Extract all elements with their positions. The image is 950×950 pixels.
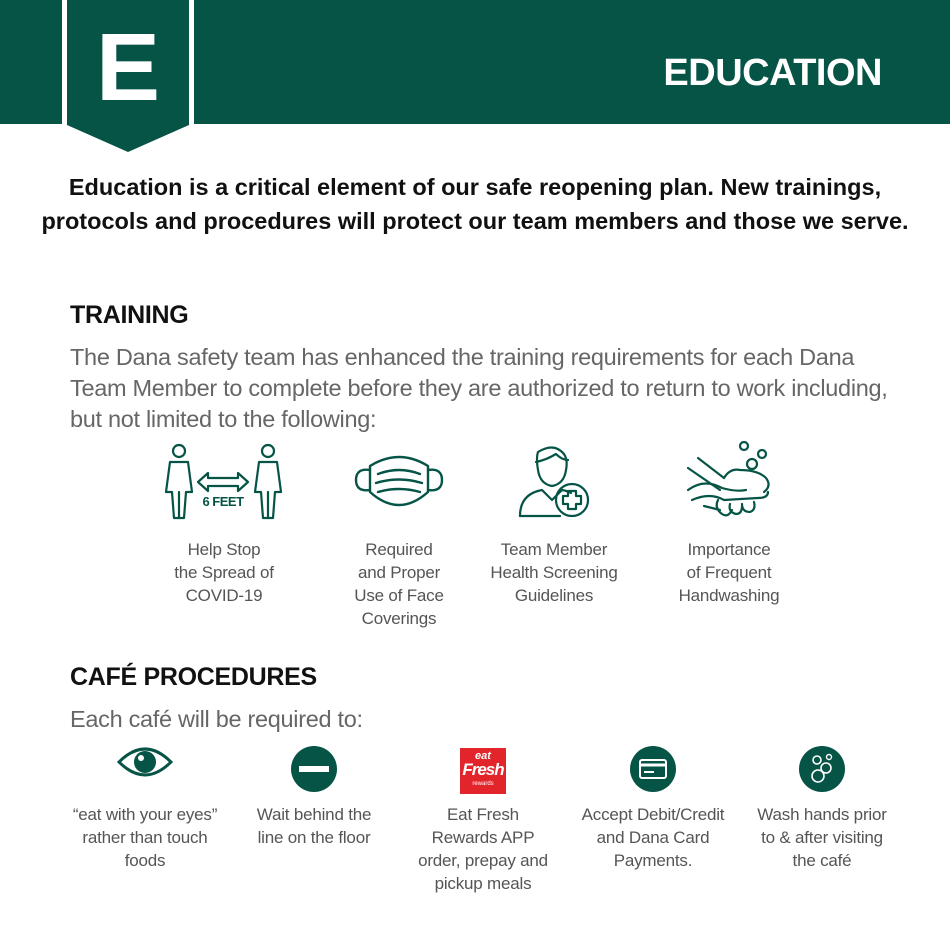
page-title: EDUCATION [663, 52, 882, 94]
cafe-heading: CAFÉ PROCEDURES [70, 663, 317, 691]
cafe-caption-eyes: “eat with your eyes” rather than touch foods [72, 805, 218, 870]
badge-letter: E [95, 14, 161, 121]
card-payment-icon [630, 746, 676, 792]
training-caption-social-distance: Help Stop the Spread of COVID-19 [174, 540, 274, 605]
training-caption-face-coverings: Required and Proper Use of Face Coverings [354, 540, 444, 628]
cafe-caption-eat-fresh: Eat Fresh Rewards APP order, prepay and pickup meals [418, 805, 548, 893]
training-caption-handwashing: Importance of Frequent Handwashing [678, 540, 780, 605]
eye-icon [116, 744, 174, 780]
training-caption-health-screening: Team Member Health Screening Guidelines [490, 540, 618, 605]
wait-line-icon [291, 746, 337, 792]
cafe-intro: Each café will be required to: [70, 706, 363, 732]
health-screening-icon [516, 444, 592, 520]
cafe-caption-wait-line: Wait behind the line on the floor [256, 805, 372, 847]
cafe-caption-payments: Accept Debit/Credit and Dana Card Payments. [581, 805, 725, 870]
eat-fresh-logo: eat Fresh rewards [460, 748, 506, 794]
section-badge [62, 0, 194, 157]
intro-line-2: protocols and procedures will protect our team members and those we serve. [41, 208, 909, 234]
intro-line-1: Education is a critical element of our safe reopening plan. New trainings, [68, 174, 882, 200]
line-bar [299, 766, 329, 772]
wash-hands-bubbles-icon [799, 746, 845, 792]
handwashing-icon [684, 438, 774, 524]
six-feet-label: 6 FEET [202, 494, 244, 509]
social-distance-icon [160, 440, 290, 524]
training-body: The Dana safety team has enhanced the training requirements for each Dana Team Member to complete before they are authorized to return to work including, but not limited to the following: [70, 344, 888, 432]
training-heading: TRAINING [70, 301, 189, 329]
cafe-caption-wash-hands: Wash hands prior to & after visiting the café [757, 805, 887, 870]
intro-statement [40, 170, 910, 238]
face-mask-icon [352, 452, 446, 514]
